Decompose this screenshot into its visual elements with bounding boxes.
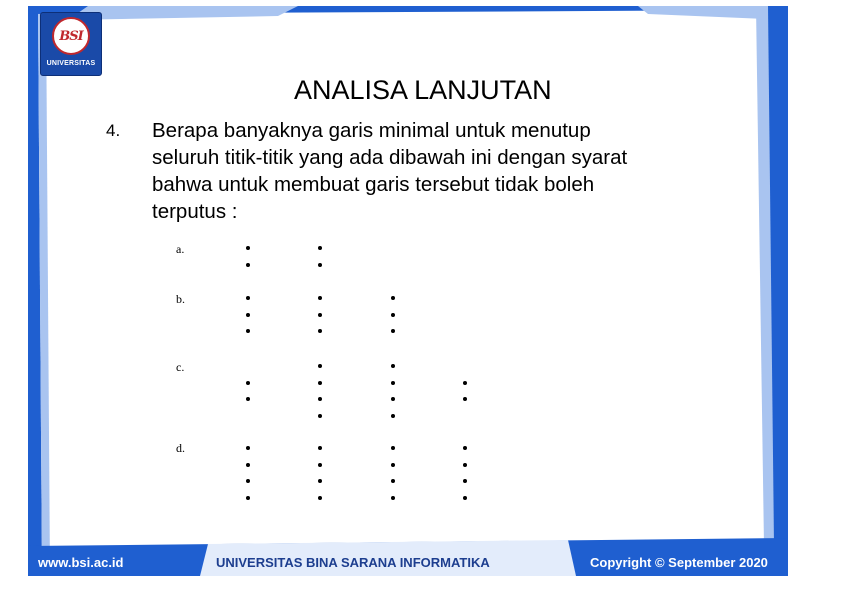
puzzle-dot <box>391 463 395 467</box>
puzzle-dot <box>391 381 395 385</box>
puzzle-dot <box>391 364 395 368</box>
question-number: 4. <box>106 121 121 140</box>
puzzle-dot <box>246 296 250 300</box>
puzzle-dot <box>318 381 322 385</box>
puzzle-dot <box>318 329 322 333</box>
puzzle-label-b: b. <box>176 292 185 306</box>
puzzle-dot <box>463 446 467 450</box>
puzzle-dot <box>391 414 395 418</box>
university-logo <box>40 12 102 76</box>
logo-emblem-icon <box>52 17 90 55</box>
puzzle-dot <box>463 381 467 385</box>
question-line: terputus : <box>152 200 238 223</box>
puzzle-dot <box>246 397 250 401</box>
puzzle-dot <box>318 246 322 250</box>
puzzle-dot <box>318 313 322 317</box>
puzzle-label-a: a. <box>176 242 185 256</box>
page-title: ANALISA LANJUTAN <box>294 75 552 105</box>
puzzle-dot <box>318 479 322 483</box>
puzzle-dot <box>463 463 467 467</box>
puzzle-dot <box>246 313 250 317</box>
puzzle-dot <box>391 479 395 483</box>
puzzle-dot <box>318 496 322 500</box>
puzzle-dot <box>391 446 395 450</box>
puzzle-dot <box>391 496 395 500</box>
puzzle-dot <box>391 313 395 317</box>
puzzle-dot <box>246 496 250 500</box>
puzzle-dot <box>246 381 250 385</box>
footer-copyright: Copyright © September 2020 <box>590 555 768 570</box>
puzzle-dot <box>391 329 395 333</box>
puzzle-dot <box>318 397 322 401</box>
question-line: Berapa banyaknya garis minimal untuk menutup <box>152 119 591 142</box>
footer-website: www.bsi.ac.id <box>38 555 124 570</box>
puzzle-label-c: c. <box>176 360 185 374</box>
puzzle-dot <box>318 364 322 368</box>
slide <box>28 6 788 576</box>
logo-mark: BSI <box>59 29 83 44</box>
puzzle-dot <box>391 296 395 300</box>
puzzle-dot <box>463 496 467 500</box>
question-line: seluruh titik-titik yang ada dibawah ini dengan syarat <box>152 146 628 169</box>
puzzle-dot <box>318 446 322 450</box>
logo-caption: UNIVERSITAS <box>46 60 96 67</box>
puzzle-dot <box>318 463 322 467</box>
puzzle-dot <box>246 263 250 267</box>
puzzle-dot <box>246 463 250 467</box>
question-text <box>152 117 732 225</box>
question-line: bahwa untuk membuat garis tersebut tidak boleh <box>152 173 595 196</box>
puzzle-dot <box>391 397 395 401</box>
puzzle-dot <box>246 246 250 250</box>
puzzle-dot <box>318 296 322 300</box>
footer-institution: UNIVERSITAS BINA SARANA INFORMATIKA <box>216 555 490 570</box>
puzzle-label-d: d. <box>176 441 185 455</box>
puzzle-dot <box>246 329 250 333</box>
puzzle-dot <box>246 446 250 450</box>
puzzle-dot <box>246 479 250 483</box>
puzzle-dot <box>463 479 467 483</box>
puzzle-dot <box>318 263 322 267</box>
puzzle-dot <box>318 414 322 418</box>
puzzle-dot <box>463 397 467 401</box>
